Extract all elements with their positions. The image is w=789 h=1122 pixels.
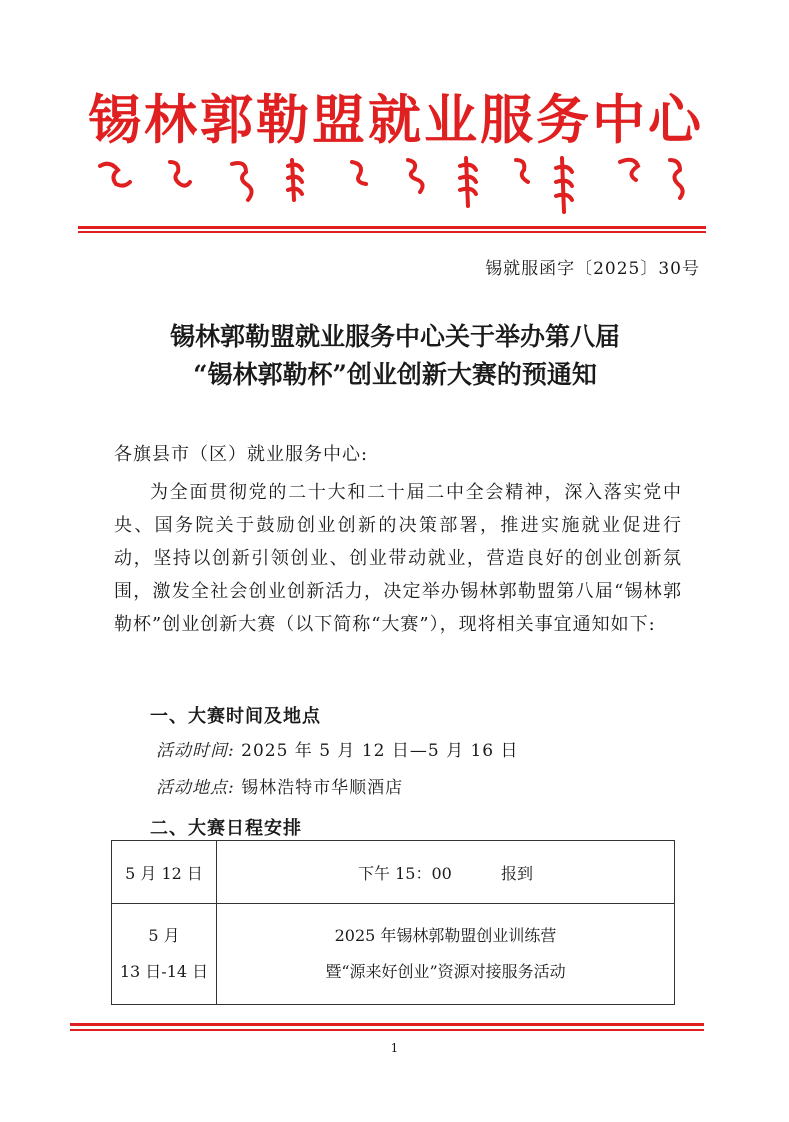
event-time-label: 活动时间:: [156, 741, 235, 761]
event-time: [156, 738, 519, 764]
table-row: [112, 841, 675, 904]
intro-paragraph: 为全面贯彻党的二十大和二十届二中全会精神，深入落实党中央、国务院关于鼓励创业创新的决策部署，推进实施就业促进行动，坚持以创新引领创业、创业带动就业，营造良好的创业创新氛围，激发全社会创业创新活力，决定举办锡林郭勒盟第八届“锡林郭勒杯”创业创新大赛（以下简称“大赛”），现将相关事宜通知如下:: [114, 482, 682, 635]
schedule-time: 下午 15：00: [358, 863, 452, 883]
title-line-1: 锡林郭勒盟就业服务中心关于举办第八届: [169, 322, 620, 351]
event-place: [156, 775, 403, 801]
event-place-value: 锡林浩特市华顺酒店: [241, 778, 404, 798]
table-row: [112, 904, 675, 1005]
schedule-event-line-1: 2025 年锡林郭勒盟创业训练营: [334, 926, 557, 945]
schedule-table: [111, 840, 675, 1005]
footer-rule-thin: [70, 1029, 704, 1031]
event-place-label: 活动地点:: [156, 778, 235, 798]
schedule-event-line-2: 暨“源来好创业”资源对接服务活动: [325, 962, 566, 981]
section-heading-schedule: 二、大赛日程安排: [150, 818, 302, 839]
event-time-value: 2025 年 5 月 12 日—5 月 16 日: [241, 741, 519, 761]
schedule-date-line-2: 13 日-14 日: [119, 962, 209, 981]
schedule-event: 报到: [500, 863, 533, 883]
section-heading-time-place: 一、大赛时间及地点: [150, 706, 321, 727]
mongolian-script-header: [92, 154, 702, 214]
schedule-event-cell: [217, 841, 675, 904]
schedule-date-cell: [112, 904, 217, 1005]
title-line-2: “锡林郭勒杯”创业创新大赛的预通知: [193, 360, 597, 389]
schedule-date-line-1: 5 月: [148, 926, 180, 945]
footer-rule-thick: [70, 1023, 704, 1026]
schedule-event-cell: [217, 904, 675, 1005]
org-name-header: 锡林郭勒盟就业服务中心: [88, 89, 704, 151]
document-number: 锡就服函字〔2025〕30号: [485, 259, 700, 279]
document-title: [100, 318, 690, 394]
schedule-date-cell: 5 月 12 日: [112, 841, 217, 904]
salutation: 各旗县市（区）就业服务中心:: [114, 444, 369, 465]
page-number: 1: [390, 1041, 399, 1055]
header-rule-thin: [78, 231, 706, 233]
header-rule-thick: [78, 226, 706, 229]
